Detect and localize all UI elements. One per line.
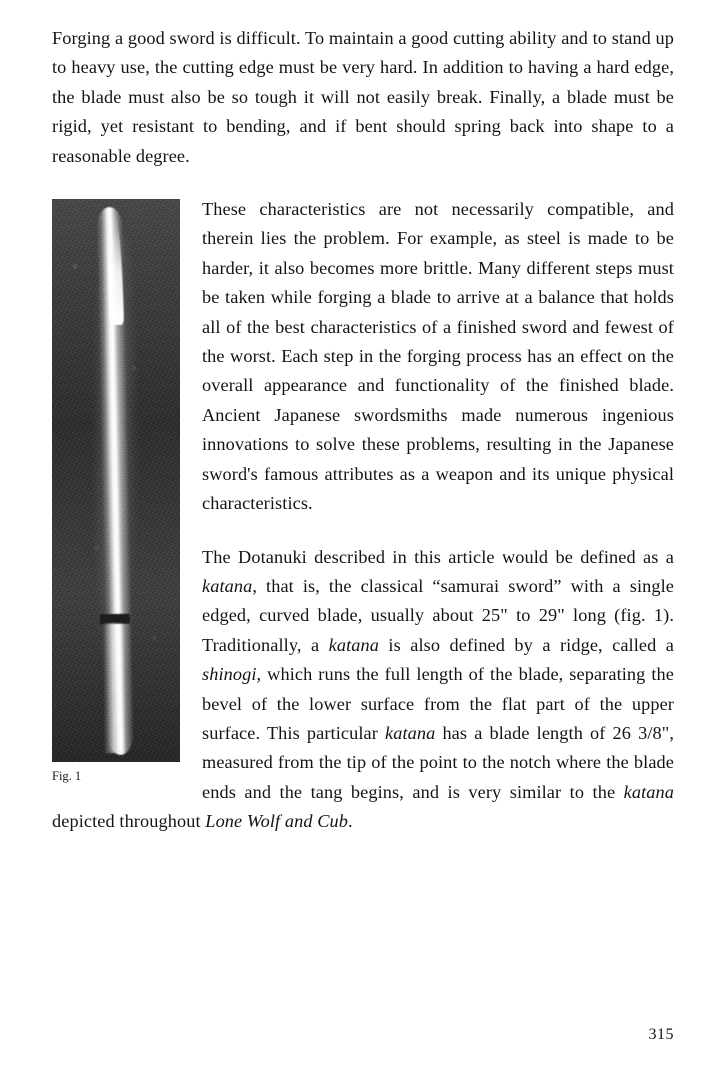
text-run: has a blade length of 26 3/8", measured from the tip of the point to the notch where the blade ends and the tang begins, and is very similar to the — [202, 722, 674, 802]
paragraph-intro: Forging a good sword is difficult. To maintain a good cutting ability and to stand up to heavy use, the cutting edge must be very hard. In addition to having a hard edge, the blade must also be so tough it will not easily break. Finally, a blade must be rigid, yet resistant to bending, and if bent should spring back into shape to a reasonable degree. — [52, 28, 674, 166]
figure-1 — [52, 199, 180, 784]
page-number: 315 — [648, 1026, 674, 1043]
text-run: , that is, the classical “samurai sword” with a single edged, curved blade, usually about 25" to 29" long (fig. 1). Traditionally, a — [202, 575, 674, 655]
paragraph-characteristics: These characteristics are not necessarily compatible, and therein lies the problem. For example, as steel is made to be harder, it also becomes more brittle. Many different steps must be taken while forging a blade to arrive at a balance that holds all of the best characteristics of a finished sword and fewest of the worst. Each step in the forging process has an effect on the overall appearance and functionality of the finished blade. Ancient Japanese swordsmiths made numerous ingenious innovations to solve these problems, resulting in the Japanese sword's famous attributes as a weapon and its unique physical characteristics. — [202, 199, 674, 514]
figure-and-text-block — [52, 195, 674, 837]
text-run: . — [348, 811, 353, 832]
term-katana: katana — [623, 781, 674, 802]
term-katana: katana — [202, 575, 253, 596]
text-run: is also defined by a ridge, called a — [379, 634, 674, 655]
term-shinogi: shinogi — [202, 664, 257, 685]
term-katana: katana — [385, 722, 436, 743]
photo-grain-texture — [52, 199, 180, 762]
term-katana: katana — [328, 634, 379, 655]
text-run: depicted throughout — [52, 811, 206, 832]
figure-caption: Fig. 1 — [52, 769, 82, 784]
text-run: The Dotanuki described in this article would be defined as a — [202, 546, 674, 567]
title-lone-wolf-and-cub: Lone Wolf and Cub — [205, 811, 349, 832]
katana-photo — [52, 199, 180, 762]
text-run: , which runs the full length of the blade, separating the bevel of the lower surface from the flat part of the upper surface. This particular — [202, 664, 674, 743]
